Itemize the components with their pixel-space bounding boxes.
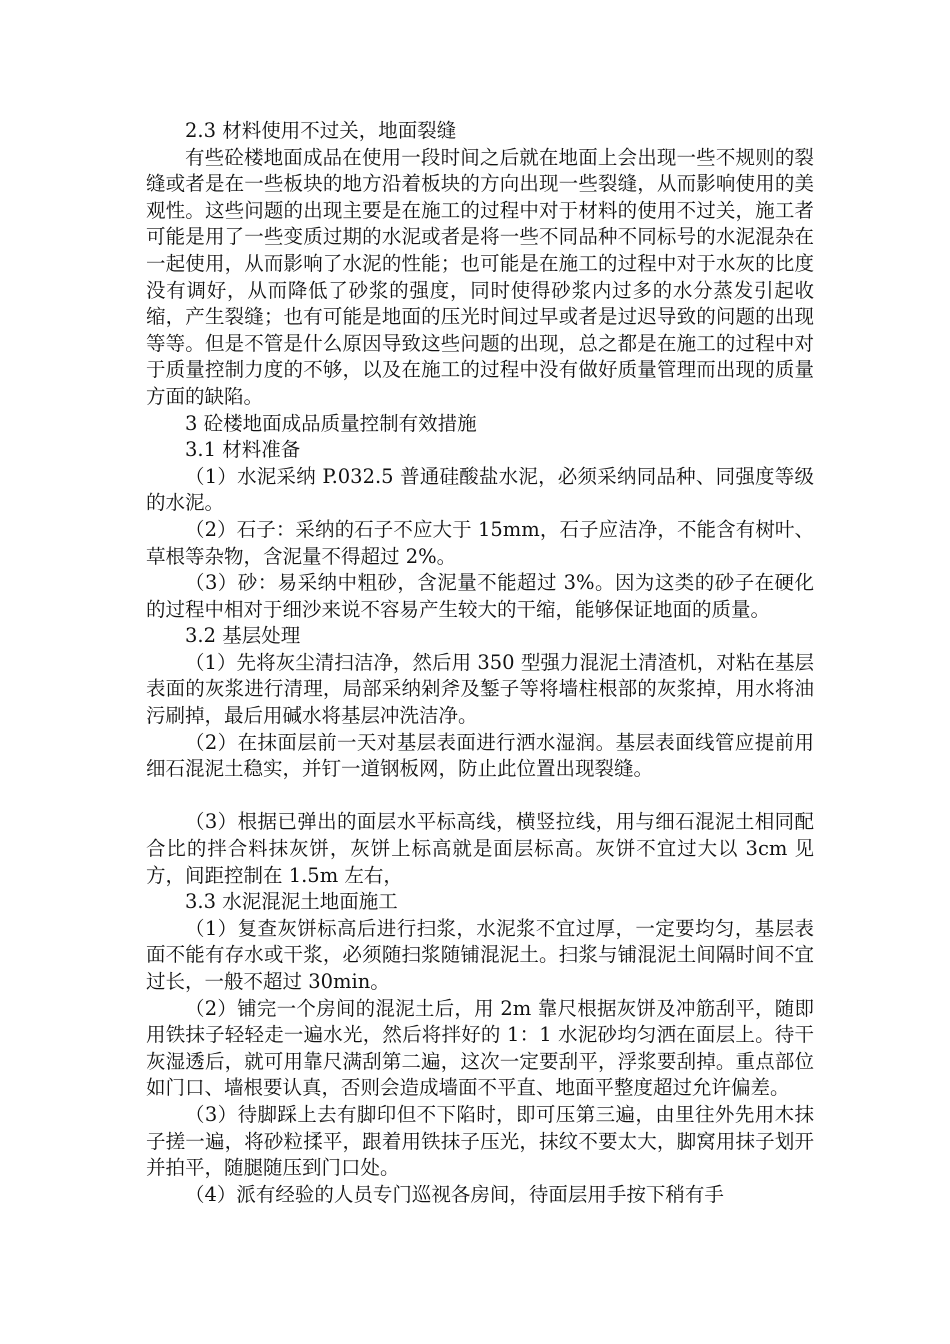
section-heading-3-1: 3.1 材料准备 <box>185 438 301 462</box>
paragraph-material-sand: （3）砂：易采纳中粗砂，含泥量不能超过 3%。因为这类的砂子在硬化的过程中相对于细沙来说不容易产生较大的干缩，能够保证地面的质量。 <box>146 571 814 621</box>
paragraph-construction-step-3: （3）待脚踩上去有脚印但不下陷时，即可压第三遍，由里往外先用木抹子搓一遍，将砂粒揉平，跟着用铁抹子压光，抹纹不要太大，脚窝用抹子划开并拍平，随腿随压到门口处。 <box>146 1102 814 1180</box>
paragraph-construction-step-1: （1）复查灰饼标高后进行扫浆，水泥浆不宜过厚，一定要均匀，基层表面不能有存水或干浆，必须随扫浆随铺混泥土。扫浆与铺混泥土间隔时间不宜过长，一般不超过 30min。 <box>146 916 814 993</box>
paragraph-base-wetting: （2）在抹面层前一天对基层表面进行洒水湿润。基层表面线管应提前用细石混泥土稳实，并钉一道钢板网，防止此位置出现裂缝。 <box>146 730 814 781</box>
document-body <box>146 118 814 1208</box>
section-heading-3-2: 3.2 基层处理 <box>185 624 301 648</box>
paragraph-construction-step-2: （2）铺完一个房间的混泥土后，用 2m 靠尺根据灰饼及冲筋刮平，随即用铁抹子轻轻走一遍水光，然后将拌好的 1：1 水泥砂均匀洒在面层上。待干灰湿透后，就可用靠尺满刮第二遍，这次一定要刮平，浮浆要刮掉。重点部位如门口、墙根要认真，否则会造成墙面不平直、地面平整度超过允许偏差。 <box>146 996 814 1100</box>
paragraph-floor-cracks: 有些砼楼地面成品在使用一段时间之后就在地面上会出现一些不规则的裂缝或者是在一些板块的地方沿着板块的方向出现一些裂缝，从而影响使用的美观性。这些问题的出现主要是在施工的过程中对于材料的使用不过关，施工者可能是用了一些变质过期的水泥或者是将一些不同品种不同标号的水泥混杂在一起使用，从而影响了水泥的性能；也可能是在施工的过程中对于水灰的比度没有调好，从而降低了砂浆的强度，同时使得砂浆内过多的水分蒸发引起收缩，产生裂缝；也有可能是地面的压光时间过早或者是过迟导致的问题的出现等等。但是不管是什么原因导致这些问题的出现，总之都是在施工的过程中对于质量控制力度的不够，以及在施工的过程中没有做好质量管理而出现的质量方面的缺陷。 <box>146 145 814 408</box>
paragraph-base-cleaning: （1）先将灰尘清扫洁净，然后用 350 型强力混泥土清渣机，对粘在基层表面的灰浆进行清理，局部采纳剁斧及錾子等将墙柱根部的灰浆掉，用水将油污刷掉，最后用碱水将基层冲洗洁净。 <box>146 650 814 728</box>
section-heading-3-3: 3.3 水泥混泥土地面施工 <box>185 890 398 914</box>
section-heading-3: 3 砼楼地面成品质量控制有效措施 <box>185 411 477 435</box>
paragraph-material-cement: （1）水泥采纳 P.032.5 普通硅酸盐水泥，必须采纳同品种、同强度等级的水泥。 <box>146 464 814 515</box>
paragraph-material-stone: （2）石子：采纳的石子不应大于 15mm，石子应洁净，不能含有树叶、草根等杂物，含泥量不得超过 2%。 <box>146 517 814 568</box>
paragraph-base-leveling: （3）根据已弹出的面层水平标高线，横竖拉线，用与细石混泥土相同配合比的拌合料抹灰饼，灰饼上标高就是面层标高。灰饼不宜过大以 3cm 见方，间距控制在 1.5m 左右， <box>146 810 814 887</box>
section-heading-2-3: 2.3 材料使用不过关，地面裂缝 <box>185 119 457 142</box>
paragraph-construction-step-4: （4）派有经验的人员专门巡视各房间，待面层用手按下稍有手 <box>185 1182 724 1206</box>
